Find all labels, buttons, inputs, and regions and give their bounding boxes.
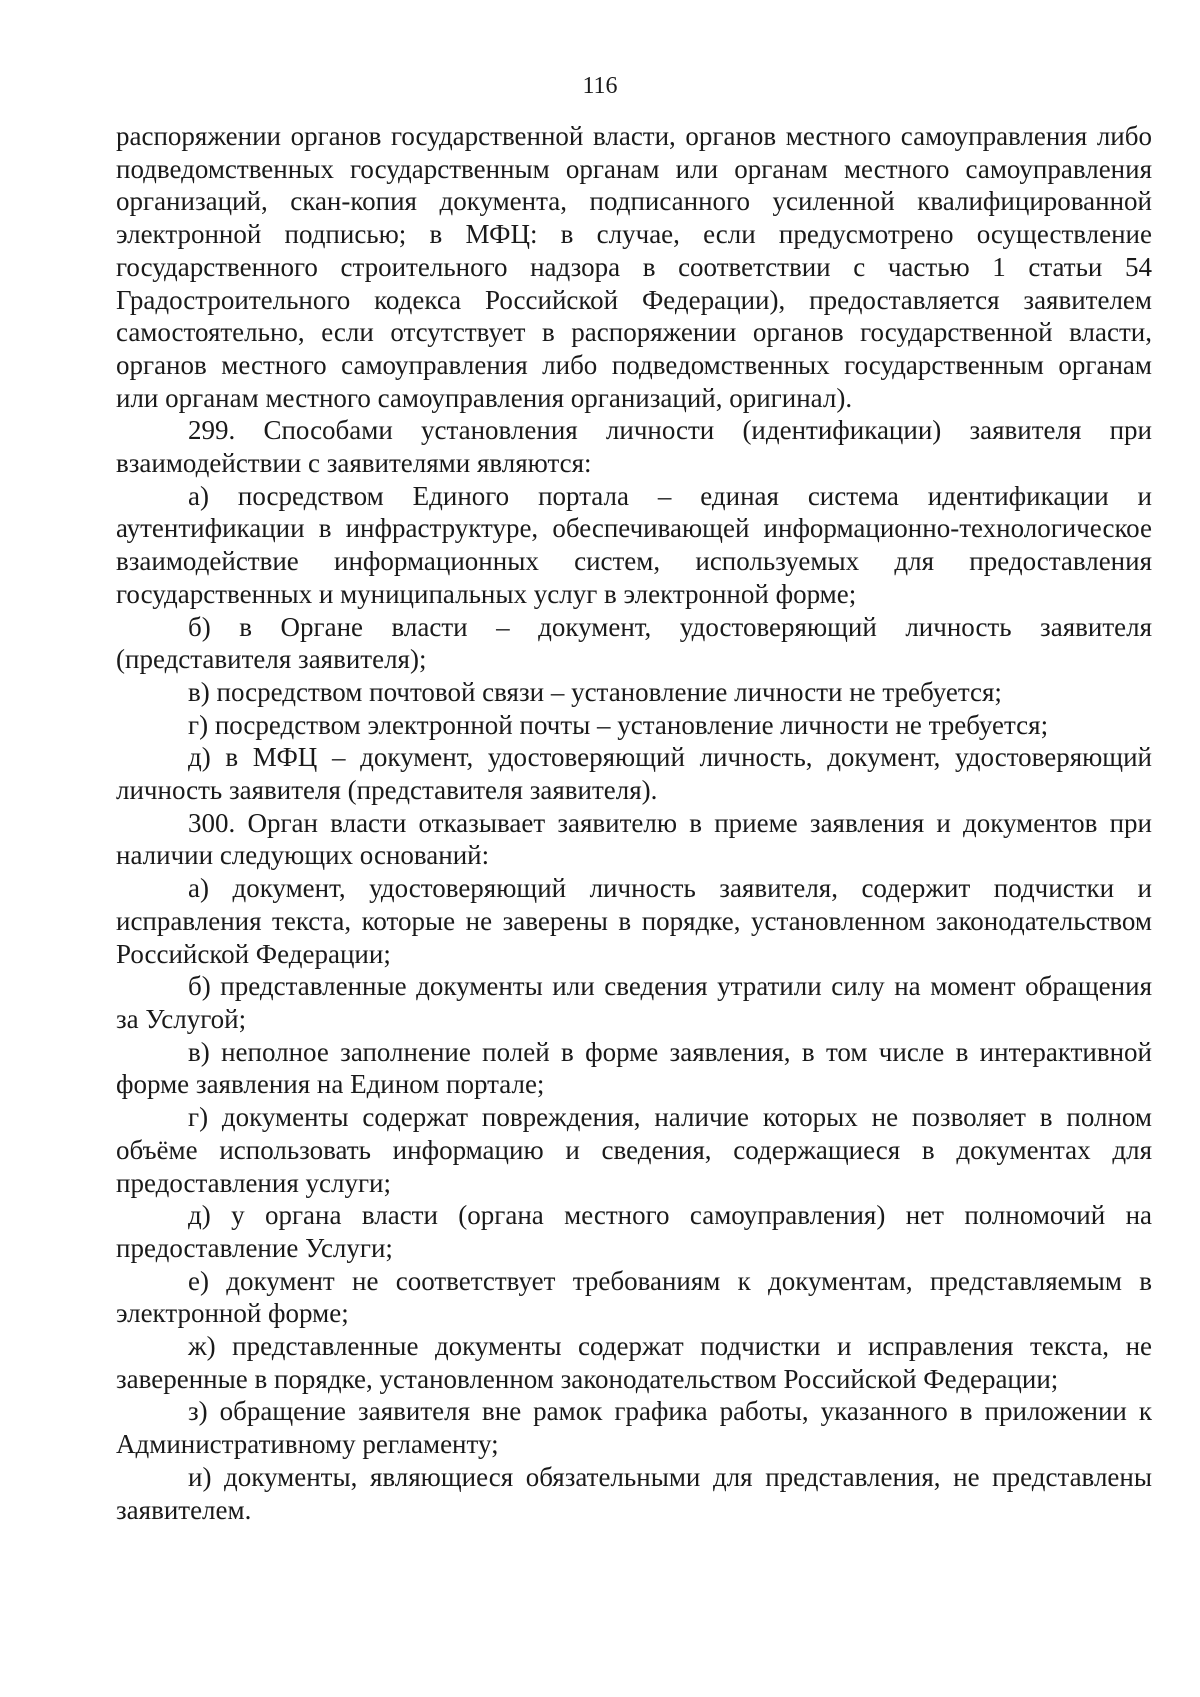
paragraph-299-d: д) в МФЦ – документ, удостоверяющий личность, документ, удостоверяющий личность заявителя (представителя заявителя). [116,742,1152,806]
paragraph-300-b: б) представленные документы или сведения утратили силу на момент обращения за Услугой; [116,971,1152,1034]
paragraph-299-b: б) в Органе власти – документ, удостоверяющий личность заявителя (представителя заявителя); [116,611,1152,675]
paragraph-300-v: в) неполное заполнение полей в форме заявления, в том числе в интерактивной форме заявления на Едином портале; [116,1036,1152,1100]
paragraph-299-g: г) посредством электронной почты – установление личности не требуется; [188,709,1049,740]
paragraph-300-a: а) документ, удостоверяющий личность заявителя, содержит подчистки и исправления текста, которые не заверены в порядке, установленном законодательством Российской Федерации; [116,873,1152,969]
paragraph-continuation: распоряжении органов государственной власти, органов местного самоуправления либо подведомственных государственным органам или органам местного самоуправления организаций, скан-копия документа, подписанного усиленной квалифицированной электронной подписью; в МФЦ: в случае, если предусмотрено осуществление государственного строительного надзора в соответствии с частью 1 статьи 54 Градостроительного кодекса Российской Федерации), предоставляется заявителем самостоятельно, если отсутствует в распоряжении органов государственной власти, органов местного самоуправления либо подведомственных государственным органам или органам местного самоуправления организаций, оригинал). [116,121,1152,413]
paragraph-300-g: г) документы содержат повреждения, наличие которых не позволяет в полном объёме использовать информацию и сведения, содержащиеся в документах для предоставления услуги; [116,1102,1152,1198]
paragraph-300-z: з) обращение заявителя вне рамок графика работы, указанного в приложении к Административному регламенту; [116,1396,1152,1460]
paragraph-300-zh: ж) представленные документы содержат подчистки и исправления текста, не заверенные в порядке, установленном законодательством Российской Федерации; [116,1331,1152,1394]
paragraph-300-d: д) у органа власти (органа местного самоуправления) нет полномочий на предоставление Услуги; [116,1200,1152,1263]
paragraph-299: 299. Способами установления личности (идентификации) заявителя при взаимодействии с заявителями являются: [116,415,1152,479]
paragraph-300-i: и) документы, являющиеся обязательными для представления, не представлены заявителем. [116,1461,1152,1525]
paragraph-300-e: е) документ не соответствует требованиям к документам, представляемым в электронной форме; [116,1265,1152,1329]
paragraph-299-v: в) посредством почтовой связи – установление личности не требуется; [188,676,1002,707]
document-body [116,120,1152,1526]
paragraph-300: 300. Орган власти отказывает заявителю в приеме заявления и документов при наличии следующих оснований: [116,807,1152,871]
paragraph-299-a: а) посредством Единого портала – единая система идентификации и аутентификации в инфраструктуре, обеспечивающей информационно-технологическое взаимодействие информационных систем, используемых для предоставления государственных и муниципальных услуг в электронной форме; [116,480,1152,609]
page-number: 116 [582,73,618,99]
